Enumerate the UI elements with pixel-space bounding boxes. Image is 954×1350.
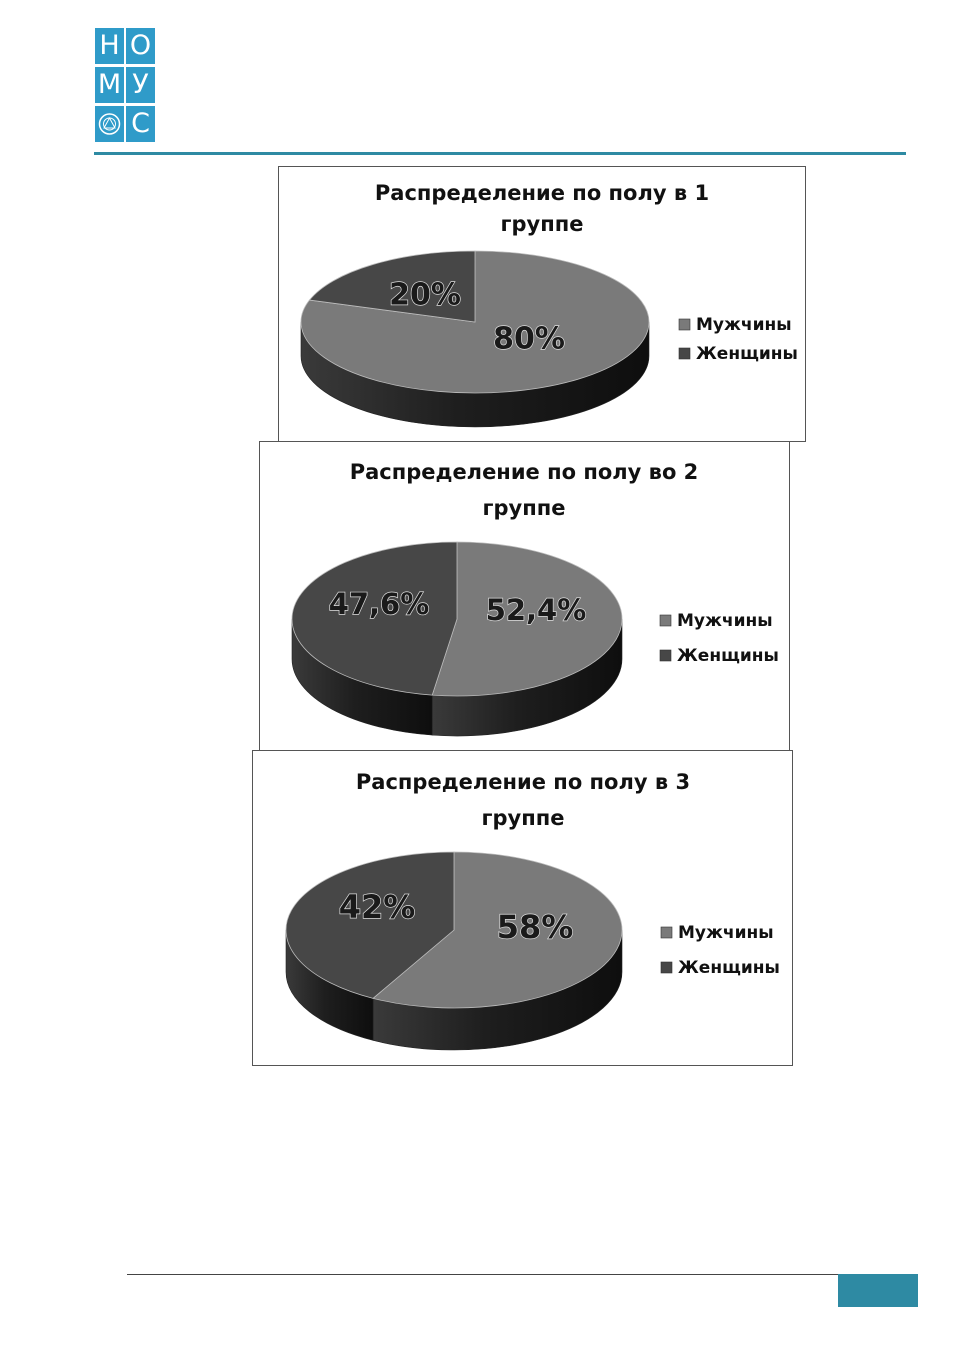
- nomus-logo: [95, 28, 157, 144]
- chart-title-line-2: группе: [481, 806, 565, 830]
- legend-swatch-women: [679, 348, 690, 359]
- data-label-men: 80%: [493, 321, 565, 357]
- logo-letter-n: Н: [95, 28, 124, 64]
- footer-rule: [127, 1274, 839, 1275]
- legend-label-men: Мужчины: [696, 315, 792, 335]
- chart-title-line-2: группе: [500, 212, 584, 236]
- legend-label-women: Женщины: [677, 646, 779, 666]
- header-rule: [94, 152, 906, 155]
- logo-letter-o: О: [126, 28, 155, 64]
- legend-swatch-men: [661, 927, 672, 938]
- logo-letter-u: У: [126, 67, 155, 103]
- legend-label-women: Женщины: [696, 344, 798, 364]
- logo-emblem-icon: [95, 106, 124, 142]
- data-label-women: 47,6%: [328, 587, 430, 621]
- chart-frame-group-2: [259, 441, 790, 751]
- legend-swatch-women: [661, 962, 672, 973]
- legend-swatch-women: [660, 650, 671, 661]
- pie-chart-group-3: [253, 751, 792, 1065]
- chart-title-line-1: Распределение по полу во 2: [349, 460, 699, 484]
- legend-label-men: Мужчины: [677, 611, 773, 631]
- data-label-men: 58%: [496, 908, 574, 946]
- footer-page-box: [838, 1274, 918, 1307]
- chart-frame-group-1: [278, 166, 806, 442]
- chart-title-line-2: группе: [482, 496, 566, 520]
- data-label-men: 52,4%: [485, 593, 587, 627]
- chart-title-line-1: Распределение по полу в 3: [355, 770, 691, 794]
- data-label-women: 20%: [389, 277, 461, 313]
- pie-chart-group-1: [279, 167, 805, 441]
- legend-swatch-men: [660, 615, 671, 626]
- logo-letter-m: М: [95, 67, 124, 103]
- legend-label-women: Женщины: [678, 958, 780, 978]
- chart-frame-group-3: [252, 750, 793, 1066]
- chart-title-line-1: Распределение по полу в 1: [374, 181, 710, 205]
- legend-label-men: Мужчины: [678, 923, 774, 943]
- data-label-women: 42%: [338, 888, 416, 926]
- pie-chart-group-2: [260, 442, 789, 750]
- legend-swatch-men: [679, 319, 690, 330]
- logo-letter-s: С: [126, 106, 155, 142]
